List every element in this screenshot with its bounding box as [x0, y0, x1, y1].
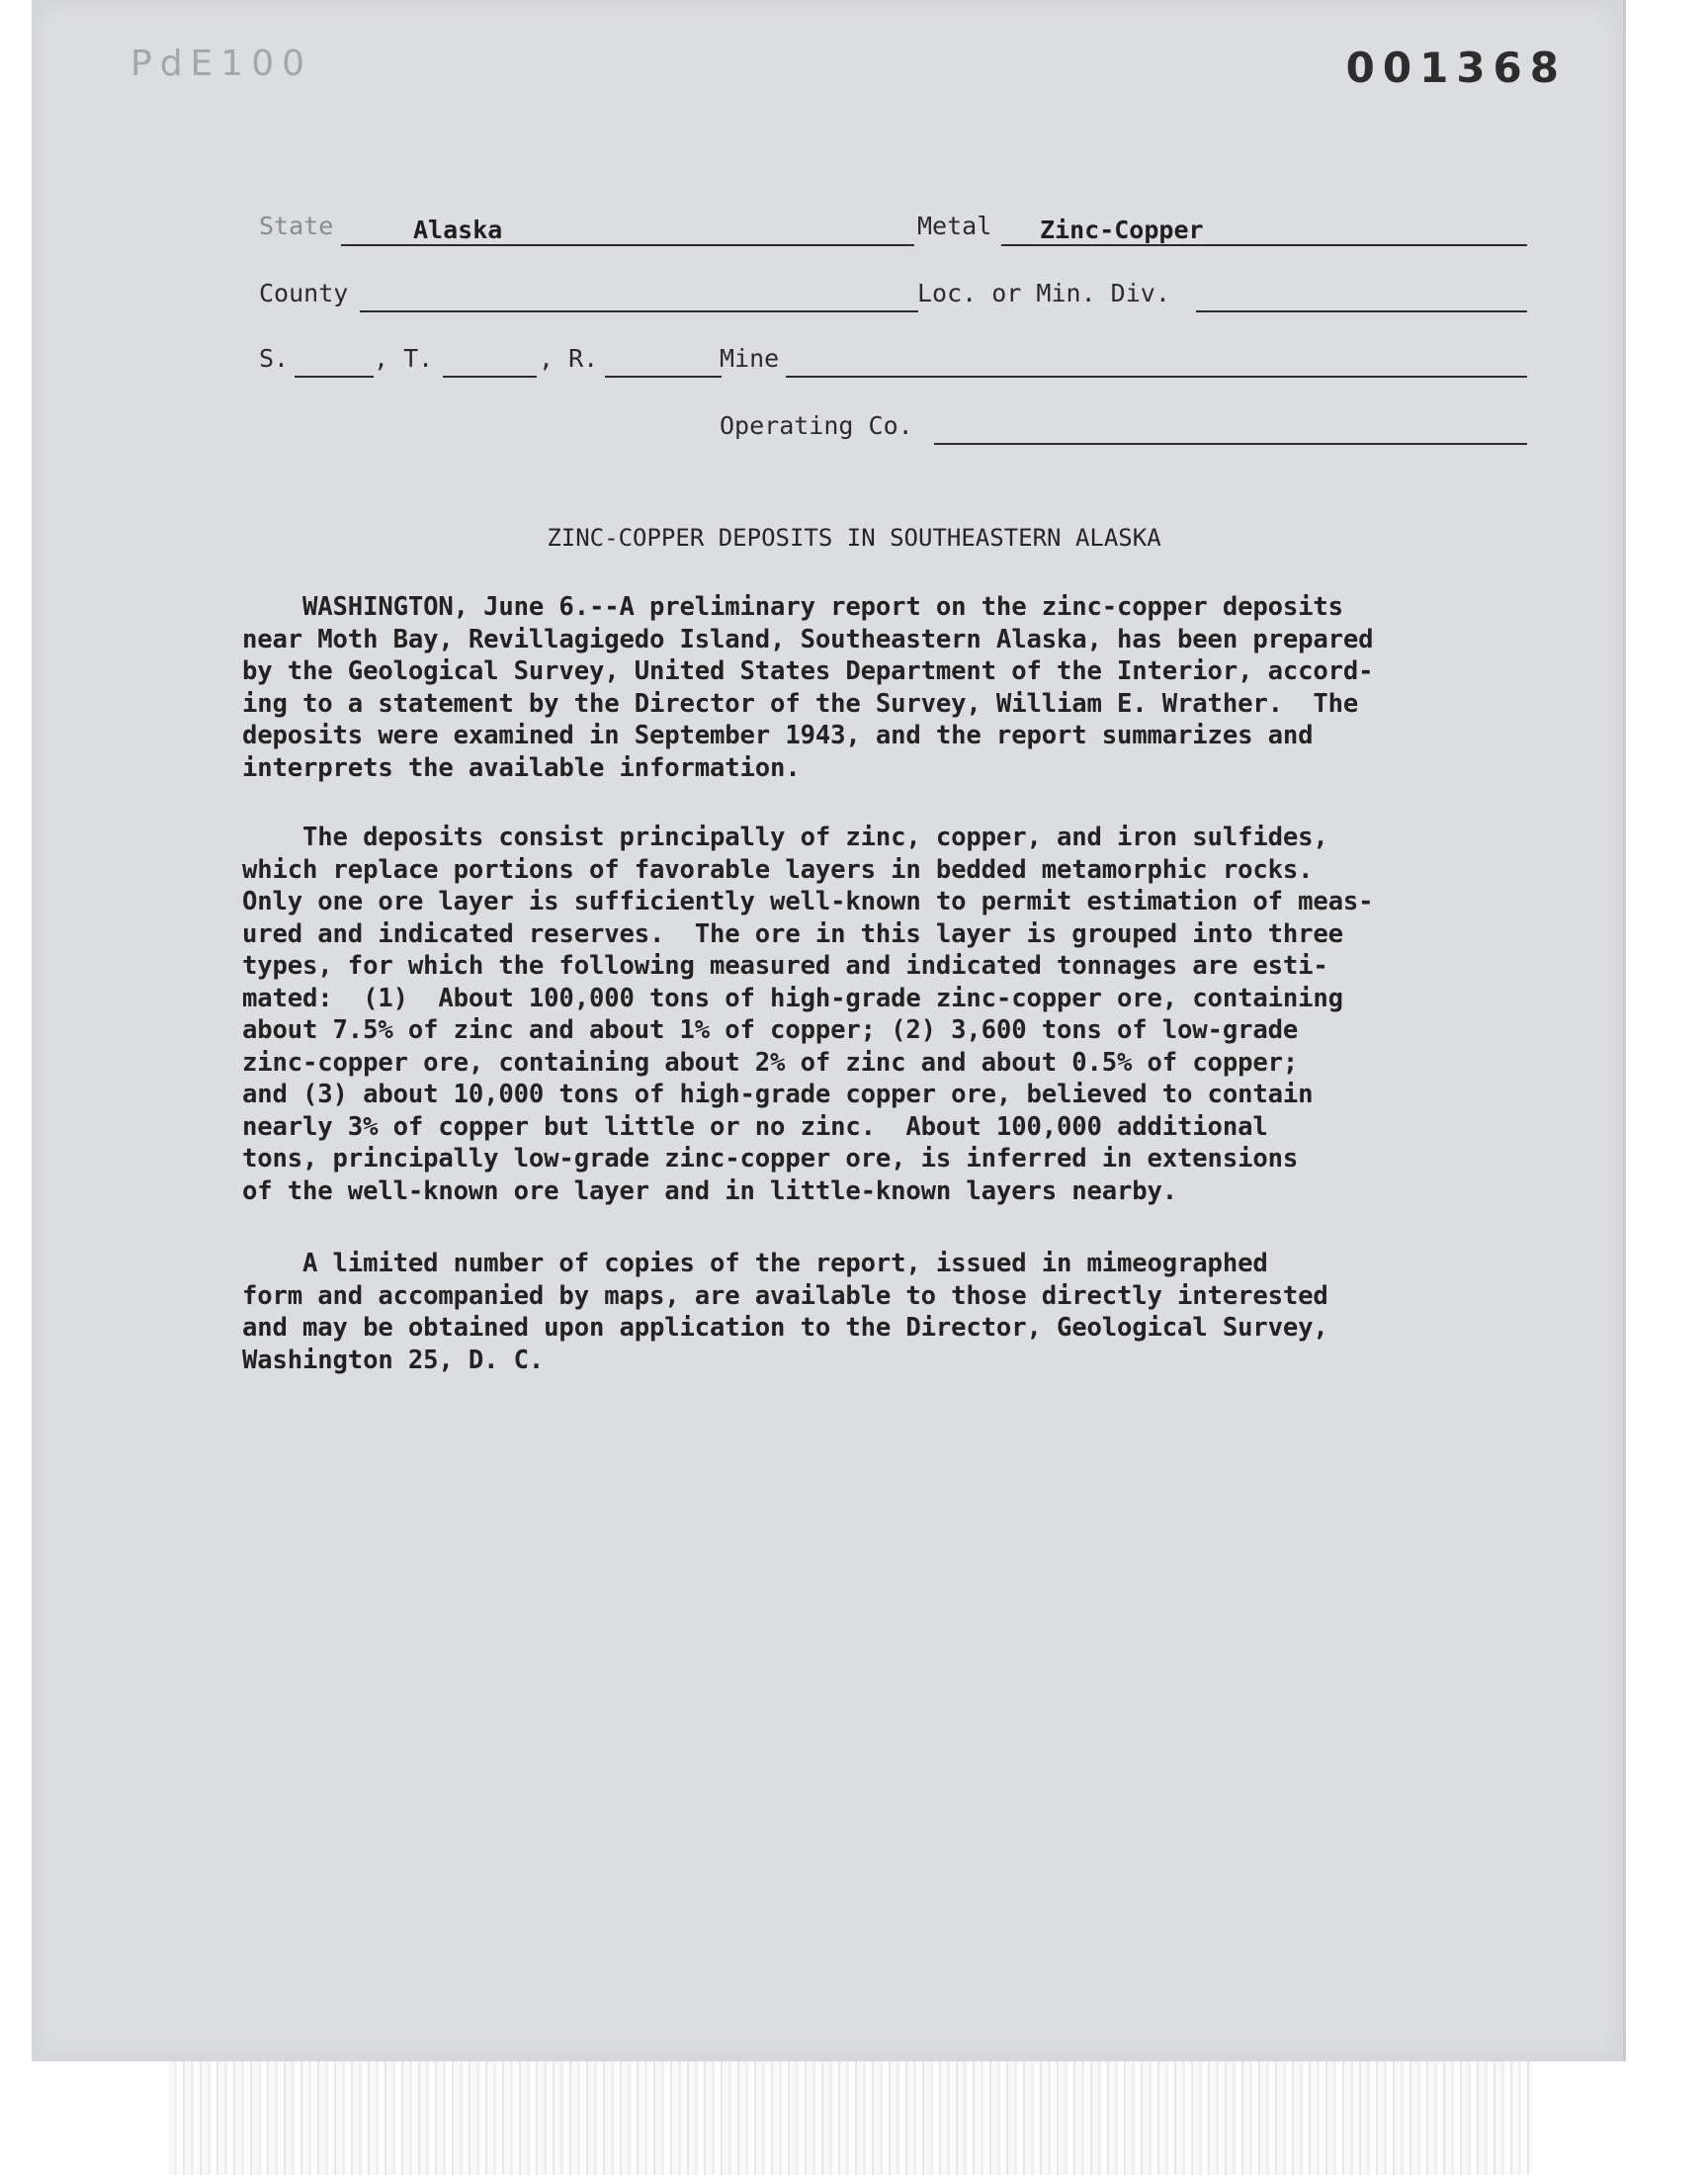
range-label: , R.	[539, 344, 599, 373]
loc-label: Loc. or Min. Div.	[917, 279, 1170, 307]
township-line	[443, 376, 537, 378]
file-stamp-left: PdE100	[130, 44, 313, 84]
text-line: interprets the available information.	[242, 752, 801, 783]
text-line: ured and indicated reserves. The ore in this layer is grouped into three	[242, 918, 1343, 949]
text-line: of the well-known ore layer and in little-known layers nearby.	[242, 1175, 1178, 1206]
text-line: about 7.5% of zinc and about 1% of copper; (2) 3,600 tons of low-grade	[242, 1015, 1299, 1045]
text-line: by the Geological Survey, United States Department of the Interior, accord-	[242, 656, 1374, 686]
county-line	[360, 310, 918, 312]
text-line: and may be obtained upon application to the Director, Geological Survey,	[242, 1313, 1328, 1343]
text-line: types, for which the following measured and indicated tonnages are esti-	[242, 951, 1328, 981]
text-line: and (3) about 10,000 tons of high-grade copper ore, believed to contain	[242, 1080, 1314, 1109]
state-value: Alaska	[413, 216, 503, 244]
paragraph-1	[242, 591, 1488, 784]
text-line: A limited number of copies of the report, issued in mimeographed	[242, 1249, 1268, 1278]
mine-line	[786, 376, 1527, 378]
state-line	[341, 244, 914, 246]
text-line: tons, principally low-grade zinc-copper ore, is inferred in extensions	[242, 1144, 1299, 1174]
operating-co-label: Operating Co.	[720, 411, 913, 440]
township-label: , T.	[374, 344, 434, 373]
section-label: S.	[259, 344, 290, 373]
text-line: zinc-copper ore, containing about 2% of zinc and about 0.5% of copper;	[242, 1047, 1299, 1078]
state-label: State	[259, 212, 334, 240]
metal-value: Zinc-Copper	[1040, 216, 1204, 244]
text-line: nearly 3% of copper but little or no zinc. About 100,000 additional	[242, 1111, 1268, 1142]
text-line: WASHINGTON, June 6.--A preliminary report on the zinc-copper deposits	[242, 592, 1343, 622]
document-title: ZINC-COPPER DEPOSITS IN SOUTHEASTERN ALASKA	[547, 524, 1161, 552]
text-line: near Moth Bay, Revillagigedo Island, Southeastern Alaska, has been prepared	[242, 624, 1374, 654]
mine-label: Mine	[720, 344, 780, 373]
metal-label: Metal	[917, 212, 992, 240]
text-line: Only one ore layer is sufficiently well-known to permit estimation of meas-	[242, 887, 1374, 916]
text-line: deposits were examined in September 1943, and the report summarizes and	[242, 721, 1314, 750]
scan-edge-artifact	[168, 2061, 1532, 2175]
range-line	[605, 376, 722, 378]
paragraph-2	[242, 822, 1488, 1207]
text-line: form and accompanied by maps, are available to those directly interested	[242, 1280, 1328, 1311]
county-label: County	[259, 279, 349, 307]
section-line	[295, 376, 374, 378]
text-line: Washington 25, D. C.	[242, 1345, 545, 1375]
loc-line	[1196, 310, 1527, 312]
text-line: mated: (1) About 100,000 tons of high-grade zinc-copper ore, containing	[242, 983, 1343, 1013]
file-stamp-number: 001368	[1345, 44, 1567, 92]
text-line: ing to a statement by the Director of the Survey, William E. Wrather. The	[242, 688, 1359, 719]
metal-line	[1001, 244, 1527, 246]
text-line: The deposits consist principally of zinc, copper, and iron sulfides,	[242, 823, 1328, 852]
operating-co-line	[934, 443, 1527, 445]
paragraph-3	[242, 1248, 1488, 1376]
text-line: which replace portions of favorable layers in bedded metamorphic rocks.	[242, 854, 1314, 885]
